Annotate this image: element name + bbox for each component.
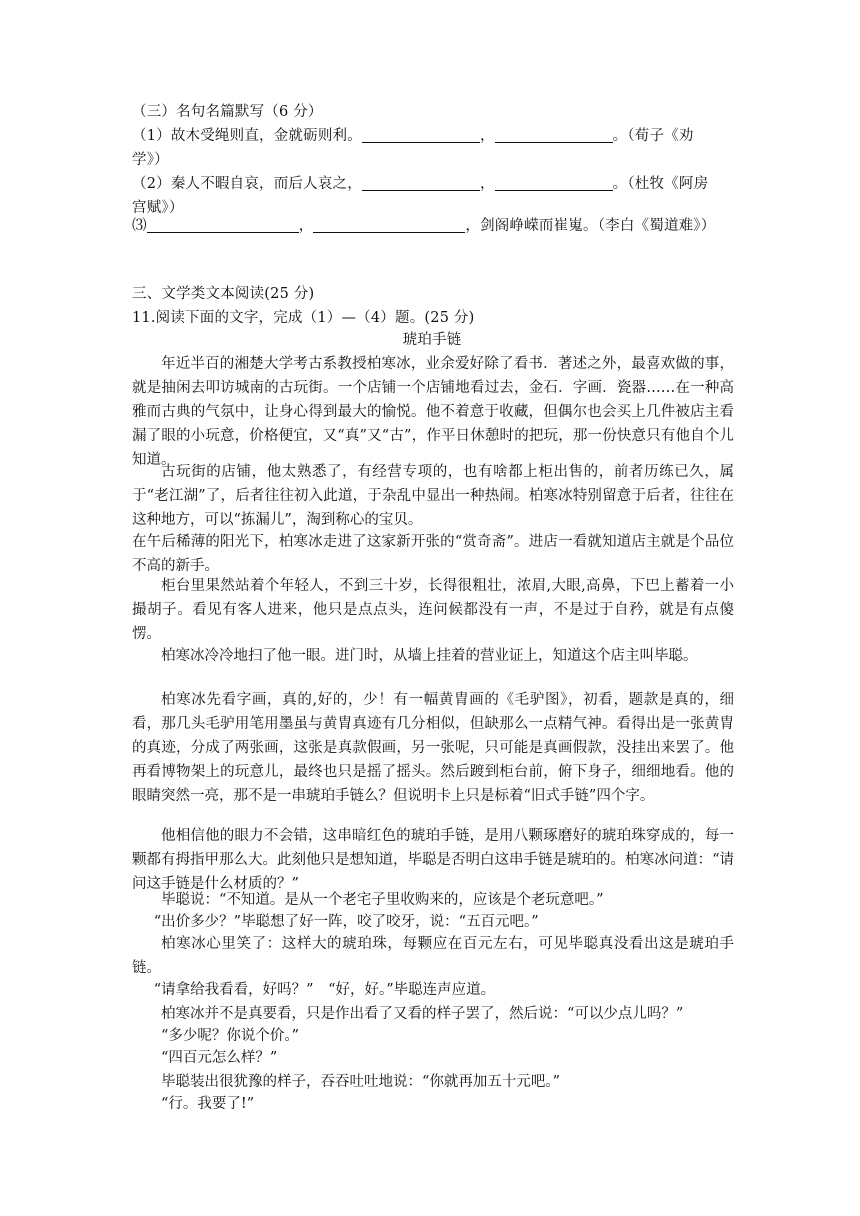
paragraph: 柜台里果然站着个年轻人，不到三十岁，长得很粗壮，浓眉,大眼,高鼻，下巴上蓄着一小撮胡子。看见有客人进来，他只是点点头，连问候都没有一声，不是过于自矜，就是有点傻愣。	[132, 578, 734, 642]
paragraph: “行。我要了!”	[161, 1096, 255, 1112]
paragraph: 古玩街的店铺，他太熟悉了，有经营专项的，也有啥都上柜出售的，前者历练已久，属于“老江湖”了，后者往往初入此道，于杂乱中显出一种热闹。柏寒冰特别留意于后者，往往在这种地方，可以“拣漏儿”，淘到称心的宝贝。	[132, 464, 734, 528]
recitation-item-1	[132, 124, 732, 148]
paragraph: “出价多少？”毕聪想了好一阵，咬了咬牙，说：“五百元吧。”	[153, 914, 539, 930]
paragraph: 柏寒冰先看字画，真的,好的，少！有一幅黄胄画的《毛驴图》，初看，题款是真的，细看，那几头毛驴用笔用墨虽与黄胄真迹有几分相似，但缺那么一点精气神。看得出是一张黄胄的真迹，分成了两张画，这张是真款假画，另一张呢，只可能是真画假款，没挂出来罢了。他再看博物架上的玩意儿，最终也只是摇了摇头。然后踱到柜台前，俯下身子，细细地看。他的眼睛突然一亮，那不是一串琥珀手链么？但说明卡上只是标着“旧式手链”四个字。	[132, 692, 734, 804]
item-text: ，	[479, 176, 495, 192]
answer-blank[interactable]	[313, 218, 465, 233]
article-title: 琥珀手链	[402, 332, 462, 348]
paragraph: 在午后稀薄的阳光下，柏寒冰走进了这家新开张的“赏奇斋”。进店一看就知道店主就是个品位不高的新手。	[132, 534, 734, 574]
section-heading: （三）名句名篇默写（6 分）	[132, 104, 323, 120]
recitation-item-3	[132, 214, 732, 238]
paragraph: 毕聪装出很犹豫的样子，吞吞吐吐地说：“你就再加五十元吧。”	[161, 1074, 561, 1090]
recitation-item-1-cont: 学》）	[132, 152, 169, 168]
paragraph: 他相信他的眼力不会错，这串暗红色的琥珀手链，是用八颗琢磨好的琥珀珠穿成的，每一颗都有拇指甲那么大。此刻他只是想知道，毕聪是否明白这串手链是琥珀的。柏寒冰问道：“请问这手链是什么材质的？”	[132, 828, 734, 892]
paragraph: 柏寒冰并不是真要看，只是作出看了又看的样子罢了，然后说：“可以少点儿吗？”	[161, 1006, 684, 1022]
paragraph: 毕聪说：“不知道。是从一个老宅子里收购来的，应该是个老玩意吧。”	[161, 892, 604, 908]
paragraph: 年近半百的湘楚大学考古系教授柏寒冰，业余爱好除了看书．著述之外，最喜欢做的事，就是抽闲去叩访城南的古玩街。一个店铺一个店铺地看过去，金石．字画．瓷器……在一种高雅而古典的气氛中，让身心得到最大的愉悦。他不着意于收藏，但偶尔也会买上几件被店主看漏了眼的小玩意，价格便宜，又“真”又“古”，作平日休憩时的把玩，那一份快意只有他自个儿知道。	[132, 356, 734, 468]
item-text: 。（杜牧《阿房	[612, 176, 709, 192]
item-text: 。（荀子《劝	[612, 128, 694, 144]
paragraph: “多少呢？你说个价。”	[161, 1028, 300, 1044]
item-text: ⑶	[132, 218, 147, 234]
answer-blank[interactable]	[147, 218, 299, 233]
answer-blank[interactable]	[495, 176, 613, 191]
question-prompt: 11.阅读下面的文字，完成（1）—（4）题。(25 分)	[132, 310, 475, 326]
item-text: （1）故木受绳则直，金就砺则利。	[132, 128, 362, 144]
paragraph: “四百元怎么样？”	[161, 1050, 278, 1066]
answer-blank[interactable]	[362, 128, 480, 143]
paragraph: 柏寒冰冷冷地扫了他一眼。进门时，从墙上挂着的营业证上，知道这个店主叫毕聪。	[161, 648, 698, 664]
item-text: ，剑阁峥嵘而崔嵬。（李白《蜀道难》）	[465, 218, 716, 234]
item-text: ，	[479, 128, 495, 144]
paragraph: “请拿给我看看，好吗？” “好，好。”毕聪连声应道。	[153, 982, 496, 998]
answer-blank[interactable]	[495, 128, 613, 143]
answer-blank[interactable]	[362, 176, 480, 191]
item-text: ，	[298, 218, 314, 234]
recitation-item-2-cont: 宫赋》）	[132, 200, 184, 216]
paragraph: 柏寒冰心里笑了：这样大的琥珀珠，每颗应在百元左右，可见毕聪真没看出这是琥珀手链。	[132, 936, 734, 976]
part-heading: 三、文学类文本阅读(25 分)	[132, 286, 315, 302]
recitation-item-2	[132, 172, 732, 196]
item-text: （2）秦人不暇自哀，而后人哀之，	[132, 176, 362, 192]
